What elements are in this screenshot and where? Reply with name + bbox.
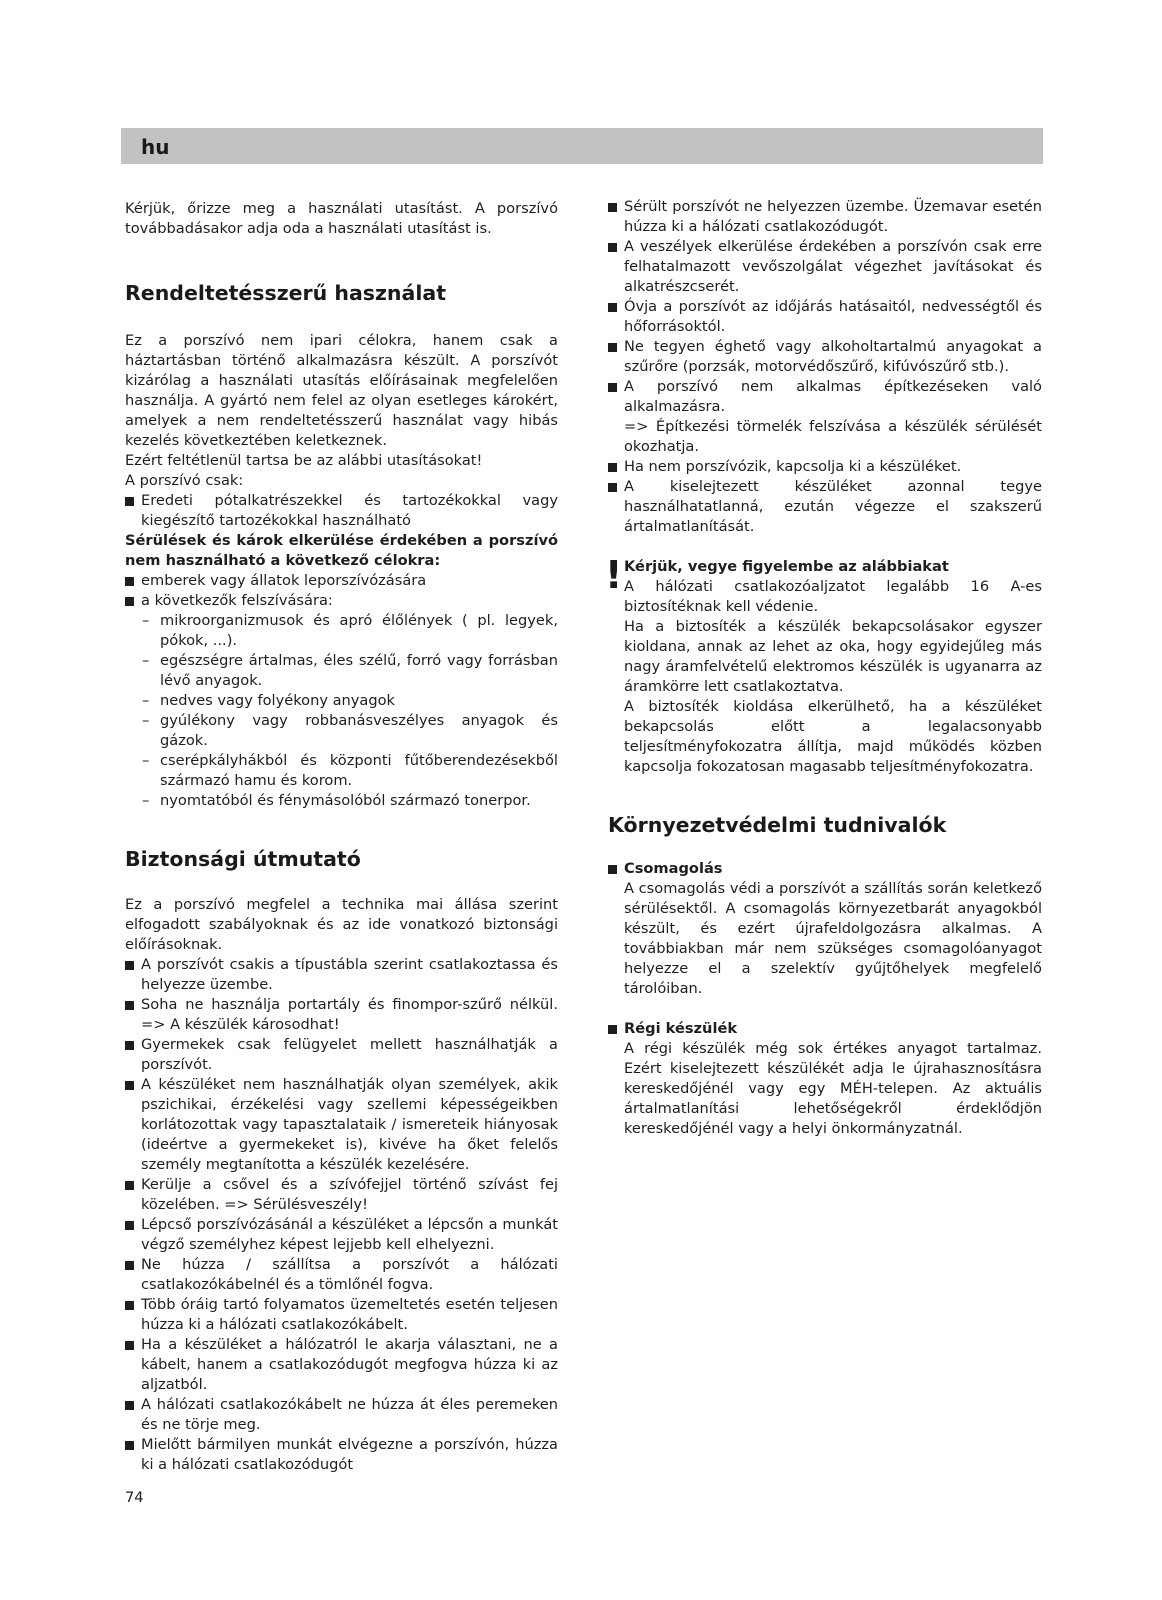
right-column	[605, 197, 1042, 1139]
list-item: Mielőtt bármilyen munkát elvégezne a porszívón, húzza ki a hálózati csatlakozódugót	[125, 1435, 558, 1475]
list-item-note: => Építkezési törmelék felszívása a készülék sérülését okozhatja.	[624, 418, 1042, 455]
old-appliance-paragraph: A régi készülék még sok értékes anyagot tartalmaz. Ezért kiselejtezett készülékét adja le újrahasznosításra kereskedőjénél vagy egy MÉH-telepen. Az aktuális ártalmatlanítási lehetőségekről érdeklődjön kereskedőjénél vagy a helyi önkormányzatnál.	[624, 1040, 1042, 1137]
list-item: A veszélyek elkerülése érdekében a porszívón csak erre felhatalmazott vevőszolgálat végezhet javításokat és alkatrészcserét.	[608, 237, 1042, 297]
sub-list-item: – nedves vagy folyékony anyagok	[125, 691, 558, 711]
exclamation-icon: !	[605, 553, 623, 597]
list-item: Sérült porszívót ne helyezzen üzembe. Üzemavar esetén húzza ki a hálózati csatlakozódugót.	[608, 197, 1042, 237]
sub-list-item: – gyúlékony vagy robbanásveszélyes anyagok és gázok.	[125, 711, 558, 751]
list-item: A készüléket nem használhatják olyan személyek, akik pszichikai, érzékelési vagy szellemi képességeikben korlátozottak vagy tapasztalataik / ismereteik hiányosak (ideértve a gyermekeket is), kivéve ha őket felelős személy megtanította a készülék kezelésére.	[125, 1075, 558, 1175]
packaging-paragraph: A csomagolás védi a porszívót a szállítás során keletkező sérülésektől. A csomagolás környezetbarát anyagokból készült, és ezért újrafeldolgozásra alkalmas. A továbbiakban már nem szükséges csomagolóanyagot helyezze el a szelektív gyűjtőhelyek megfelelő tárolóiban.	[624, 880, 1042, 997]
sub-list-item: – egészségre ártalmas, éles szélű, forró vagy forrásban lévő anyagok.	[125, 651, 558, 691]
list-item: Óvja a porszívót az időjárás hatásaitól, nedvességtől és hőforrásoktól.	[608, 297, 1042, 337]
list-item: A porszívót csakis a típustábla szerint csatlakoztassa és helyezze üzembe.	[125, 955, 558, 995]
intended-use-instruction: Ezért feltétlenül tartsa be az alábbi utasításokat!	[125, 452, 483, 469]
list-item: A hálózati csatlakozókábelt ne húzza át éles peremeken és ne törje meg.	[125, 1395, 558, 1435]
list-item: Ne húzza / szállítsa a porszívót a hálózati csatlakozókábelnél és a tömlőnél fogva.	[125, 1255, 558, 1295]
packaging-title: Csomagolás	[608, 859, 1042, 879]
section-title-safety: Biztonsági útmutató	[125, 847, 361, 871]
sub-list-item: – cserépkályhákból és központi fűtőberendezésekből származó hamu és korom.	[125, 751, 558, 791]
safety-paragraph: Ez a porszívó megfelel a technika mai állása szerint elfogadott szabályoknak és az ide vonatkozó biztonsági előírásoknak.	[125, 896, 558, 953]
list-item: a következők felszívására:	[125, 591, 558, 611]
list-item: Ne tegyen éghető vagy alkoholtartalmú anyagokat a szűrőre (porzsák, motorvédőszűrő, kifúvószűrő stb.).	[608, 337, 1042, 377]
warning-block	[605, 553, 1042, 777]
list-item: Több óráig tartó folyamatos üzemeltetés esetén teljesen húzza ki a hálózati csatlakozókábelt.	[125, 1295, 558, 1335]
intended-use-paragraph: Ez a porszívó nem ipari célokra, hanem csak a háztartásban történő alkalmazásra készült. A porszívót kizárólag a használati utasítás előírásainak megfelelően használja. A gyártó nem felel az olyan esetleges károkért, amelyek a nem rendeltetésszerű használat vagy hibás kezelés következtében keletkeznek.	[125, 332, 558, 449]
list-item: Ha nem porszívózik, kapcsolja ki a készüléket.	[608, 457, 1042, 477]
list-item: Ha a készüléket a hálózatról le akarja választani, ne a kábelt, hanem a csatlakozódugót megfogva húzza ki az aljzatból.	[125, 1335, 558, 1395]
warning-paragraph: Ha a biztosíték a készülék bekapcsolásakor egyszer kioldana, annak az lehet az oka, hogy egyidejűleg más nagy áramfelvételű elektromos készülék is ugyanarra az áramkörre lett csatlakoztatva.	[624, 618, 1042, 695]
list-item: A porszívó nem alkalmas építkezéseken való alkalmazásra.	[608, 377, 1042, 417]
list-item: Soha ne használja portartály és finompor-szűrő nélkül. => A készülék károsodhat!	[125, 995, 558, 1035]
language-code: hu	[141, 135, 170, 159]
intro-paragraph: Kérjük, őrizze meg a használati utasítást. A porszívó továbbadásakor adja oda a használati utasítást is.	[125, 200, 558, 237]
intended-use-only: A porszívó csak:	[125, 472, 244, 489]
list-item: emberek vagy állatok leporszívózására	[125, 571, 558, 591]
language-header-bar	[121, 128, 1043, 164]
section-title-environment: Környezetvédelmi tudnivalók	[608, 813, 947, 837]
list-item: Eredeti pótalkatrészekkel és tartozékokkal vagy kiegészítő tartozékokkal használható	[125, 491, 558, 531]
section-title-intended-use: Rendeltetésszerű használat	[125, 281, 447, 305]
sub-list-item: – mikroorganizmusok és apró élőlények ( pl. legyek, pókok, ...).	[125, 611, 558, 651]
list-item: Kerülje a csővel és a szívófejjel történő szívást fej közelében. => Sérülésveszély!	[125, 1175, 558, 1215]
old-appliance-title: Régi készülék	[608, 1019, 1042, 1039]
list-item: Gyermekek csak felügyelet mellett használhatják a porszívót.	[125, 1035, 558, 1075]
prohibited-uses-heading: Sérülések és károk elkerülése érdekében a porszívó nem használható a következő célokra:	[125, 532, 558, 569]
page-number: 74	[125, 1489, 144, 1506]
left-column	[125, 199, 558, 1475]
sub-list-item: – nyomtatóból és fénymásolóból származó tonerpor.	[125, 791, 558, 811]
warning-paragraph: A biztosíték kioldása elkerülhető, ha a készüléket bekapcsolás előtt a legalacsonyabb teljesítményfokozatra állítja, majd működés közben kapcsolja fokozatosan magasabb teljesítményfokozatra.	[624, 698, 1042, 775]
list-item: A kiselejtezett készüléket azonnal tegye használhatatlanná, ezután végezze el szakszerű ártalmatlanítását.	[608, 477, 1042, 537]
warning-paragraph: A hálózati csatlakozóaljzatot legalább 16 A-es biztosítéknak kell védenie.	[624, 578, 1042, 615]
list-item: Lépcső porszívózásánál a készüléket a lépcsőn a munkát végző személyhez képest lejjebb kell elhelyezni.	[125, 1215, 558, 1255]
warning-title: Kérjük, vegye figyelembe az alábbiakat	[624, 558, 949, 575]
